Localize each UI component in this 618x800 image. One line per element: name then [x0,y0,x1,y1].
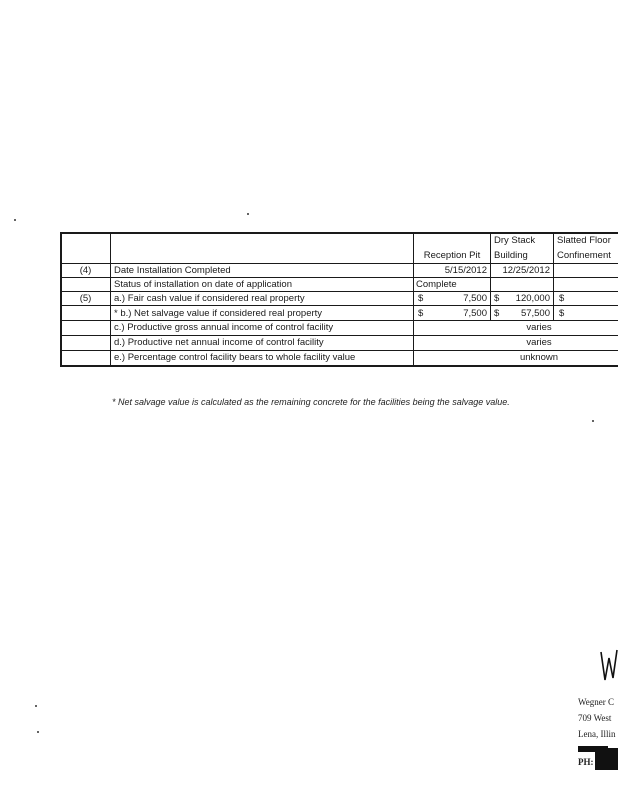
header-slatted-floor-line2: Confinement [557,250,611,261]
cell-value: 120,000 [515,293,550,304]
letterhead-city: Lena, Illin [578,729,616,739]
currency-symbol: $ [418,308,424,319]
row-label: Date Installation Completed [114,265,231,276]
cell-value: 5/15/2012 [444,265,487,276]
cell-value: 7,500 [463,308,487,319]
merged-cell-value: varies [526,322,552,333]
row-label: a.) Fair cash value if considered real property [114,293,305,304]
row-label: Status of installation on date of application [114,279,292,290]
row-label: d.) Productive net annual income of control facility [114,337,324,348]
cell-value: Complete [416,279,457,290]
cell-value: 7,500 [463,293,487,304]
currency-symbol: $ [494,308,500,319]
table-rule [60,320,618,321]
header-dry-stack-line1: Dry Stack [494,235,536,246]
row-number: (4) [79,265,92,276]
table-rule [60,263,618,264]
letterhead-street: 709 West [578,713,612,723]
row-label: c.) Productive gross annual income of control facility [114,322,334,333]
currency-symbol: $ [559,308,565,319]
table-rule [60,305,618,306]
table-rule [60,350,618,351]
scan-speck [37,731,39,733]
table-rule [60,335,618,336]
table-rule [60,291,618,292]
footnote: * Net salvage value is calculated as the remaining concrete for the facilities being the salvage value. [112,397,510,407]
letterhead-phone-label: PH: [578,757,594,767]
header-slatted-floor-line1: Slatted Floor [557,235,611,246]
row-label: e.) Percentage control facility bears to whole facility value [114,352,356,363]
table-col-rule [553,232,554,320]
redaction-box [595,748,618,770]
header-reception-pit: Reception Pit [423,250,481,261]
currency-symbol: $ [418,293,424,304]
table-border-top [60,232,618,234]
currency-symbol: $ [494,293,500,304]
scan-speck [35,705,37,707]
table-rule [60,277,618,278]
row-number: (5) [79,293,92,304]
merged-cell-value: varies [526,337,552,348]
logo-mark [598,648,618,684]
table-col-rule [110,232,111,366]
row-label: * b.) Net salvage value if considered real property [114,308,323,319]
scan-speck [592,420,594,422]
cell-value: 57,500 [520,308,550,319]
letterhead-company: Wegner C [578,697,615,707]
scan-speck [247,213,249,215]
scan-speck [14,219,16,221]
merged-cell-value: unknown [519,352,559,363]
header-dry-stack-line2: Building [494,250,528,261]
table-border-bottom [60,365,618,367]
currency-symbol: $ [559,293,565,304]
cell-value: 12/25/2012 [502,265,550,276]
